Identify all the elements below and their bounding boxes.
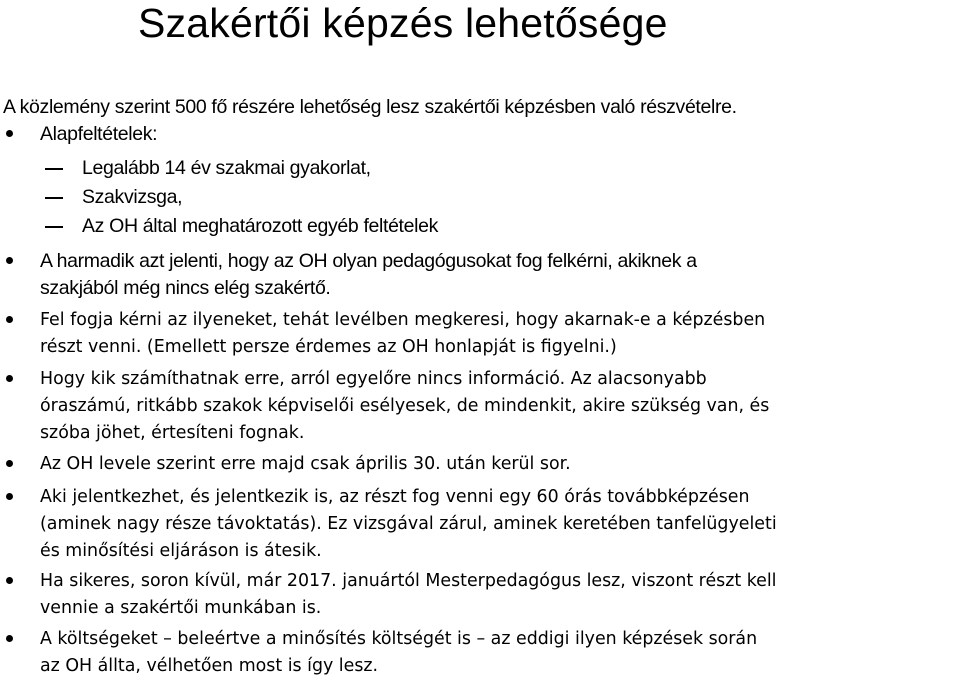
bullet-icon (6, 316, 13, 323)
subitem-1: Legalább 14 év szakmai gyakorlat, (82, 157, 371, 179)
bullet-1-line-1: Alapfeltételek: (40, 123, 158, 145)
bullet-6-line-1: Aki jelentkezhet, és jelentkezik is, az részt fog venni egy 60 órás továbbképzésen (40, 487, 750, 507)
dash-icon (45, 226, 63, 228)
bullet-4-line-2: óraszámú, ritkább szakok képviselői esélyesek, de mindenkit, akire szükség van, és (40, 396, 770, 416)
bullet-2-line-2: szakjából még nincs elég szakértő. (40, 277, 331, 299)
bullet-5-line-1: Az OH levele szerint erre majd csak április 30. után kerül sor. (40, 454, 571, 474)
bullet-7-line-2: vennie a szakértői munkában is. (40, 598, 322, 618)
subitem-2: Szakvizsga, (82, 186, 183, 208)
subitem-3: Az OH által meghatározott egyéb feltételek (82, 215, 439, 237)
bullet-icon (6, 257, 13, 264)
bullet-icon (6, 577, 13, 584)
bullet-4-line-3: szóba jöhet, értesíteni fognak. (40, 423, 305, 443)
bullet-icon (6, 375, 13, 382)
bullet-2-line-1: A harmadik azt jelenti, hogy az OH olyan pedagógusokat fog felkérni, akiknek a (40, 250, 697, 272)
bullet-8-line-1: A költségeket – beleértve a minősítés költségét is – az eddigi ilyen képzések során (40, 629, 758, 649)
slide-title: Szakértői képzés lehetősége (138, 0, 668, 46)
bullet-7-line-1: Ha sikeres, soron kívül, már 2017. januártól Mesterpedagógus lesz, viszont részt kell (40, 571, 777, 591)
bullet-icon (6, 460, 13, 467)
bullet-3-line-1: Fel fogja kérni az ilyeneket, tehát levélben megkeresi, hogy akarnak-e a képzésben (40, 310, 766, 330)
bullet-3-line-2: részt venni. (Emellett persze érdemes az OH honlapját is figyelni.) (40, 337, 617, 357)
dash-icon (45, 168, 63, 170)
bullet-icon (6, 493, 13, 500)
bullet-6-line-3: és minősítési eljáráson is átesik. (40, 541, 322, 561)
dash-icon (45, 197, 63, 199)
bullet-icon (6, 635, 13, 642)
intro-text: A közlemény szerint 500 fő részére lehetőség lesz szakértői képzésben való részvételre. (3, 96, 737, 118)
bullet-6-line-2: (aminek nagy része távoktatás). Ez vizsgával zárul, aminek keretében tanfelügyeleti (40, 514, 777, 534)
bullet-icon (6, 130, 13, 137)
bullet-8-line-2: az OH állta, vélhetően most is így lesz. (40, 656, 379, 676)
bullet-4-line-1: Hogy kik számíthatnak erre, arról egyelőre nincs információ. Az alacsonyabb (40, 369, 707, 389)
